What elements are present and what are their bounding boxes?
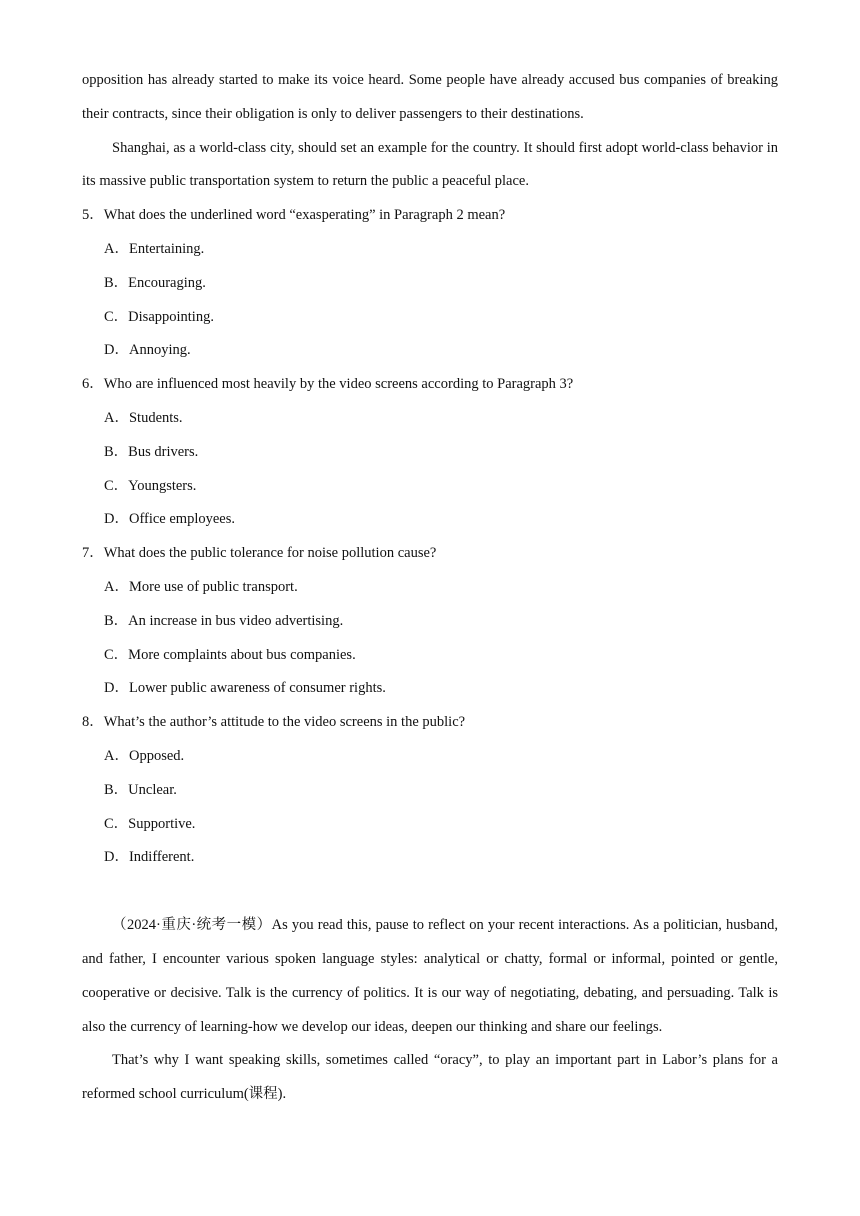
option-a: A．Entertaining. (104, 240, 205, 257)
option-d: D．Office employees. (104, 511, 235, 528)
option-a: A．Opposed. (104, 747, 185, 764)
passage-paragraph: （2024·重庆·统考一模）As you read this, pause to reflect on your recent interactions. As a politician, husband, and father, I encounter various spoken language styles: analytical or chatty, formal or informal, pointed or gentle, cooperative or decisive. Talk is the currency of politics. It is our way of negotiating, debating, and persuading. Talk is also the currency of learning-how we develop our ideas, deepen our thinking and share our feelings. (82, 917, 778, 1035)
question-7 (82, 537, 778, 706)
option-d: D．Lower public awareness of consumer rights. (104, 680, 386, 697)
option-a: A．More use of public transport. (104, 578, 298, 595)
option-b: B．An increase in bus video advertising. (104, 612, 344, 629)
question-stem: 5．What does the underlined word “exasperating” in Paragraph 2 mean? (82, 207, 506, 224)
question-8 (82, 706, 778, 875)
option-b: B．Bus drivers. (104, 443, 199, 460)
option-c: C．Youngsters. (104, 477, 197, 494)
option-a: A．Students. (104, 409, 183, 426)
question-stem: 7．What does the public tolerance for noise pollution cause? (82, 545, 437, 562)
option-c: C．Supportive. (104, 815, 196, 832)
question-stem: 6．Who are influenced most heavily by the video screens according to Paragraph 3? (82, 376, 574, 393)
document-page (82, 64, 778, 1112)
question-6 (82, 368, 778, 537)
option-b: B．Encouraging. (104, 274, 206, 291)
passage-paragraph: That’s why I want speaking skills, sometimes called “oracy”, to play an important part in Labor’s plans for a reformed school curriculum(课程). (82, 1052, 778, 1103)
passage-paragraph: Shanghai, as a world-class city, should set an example for the country. It should first adopt world-class behavior in its massive public transportation system to return the public a peaceful place. (82, 139, 778, 190)
passage-paragraph: opposition has already started to make its voice heard. Some people have already accused bus companies of breaking their contracts, since their obligation is only to deliver passengers to their destinations. (82, 72, 778, 122)
option-b: B．Unclear. (104, 781, 177, 798)
section-spacer (82, 875, 778, 909)
option-d: D．Annoying. (104, 342, 191, 359)
question-5 (82, 199, 778, 368)
option-d: D．Indifferent. (104, 849, 195, 866)
option-c: C．More complaints about bus companies. (104, 646, 356, 663)
option-c: C．Disappointing. (104, 308, 214, 325)
question-stem: 8．What’s the author’s attitude to the video screens in the public? (82, 714, 466, 731)
